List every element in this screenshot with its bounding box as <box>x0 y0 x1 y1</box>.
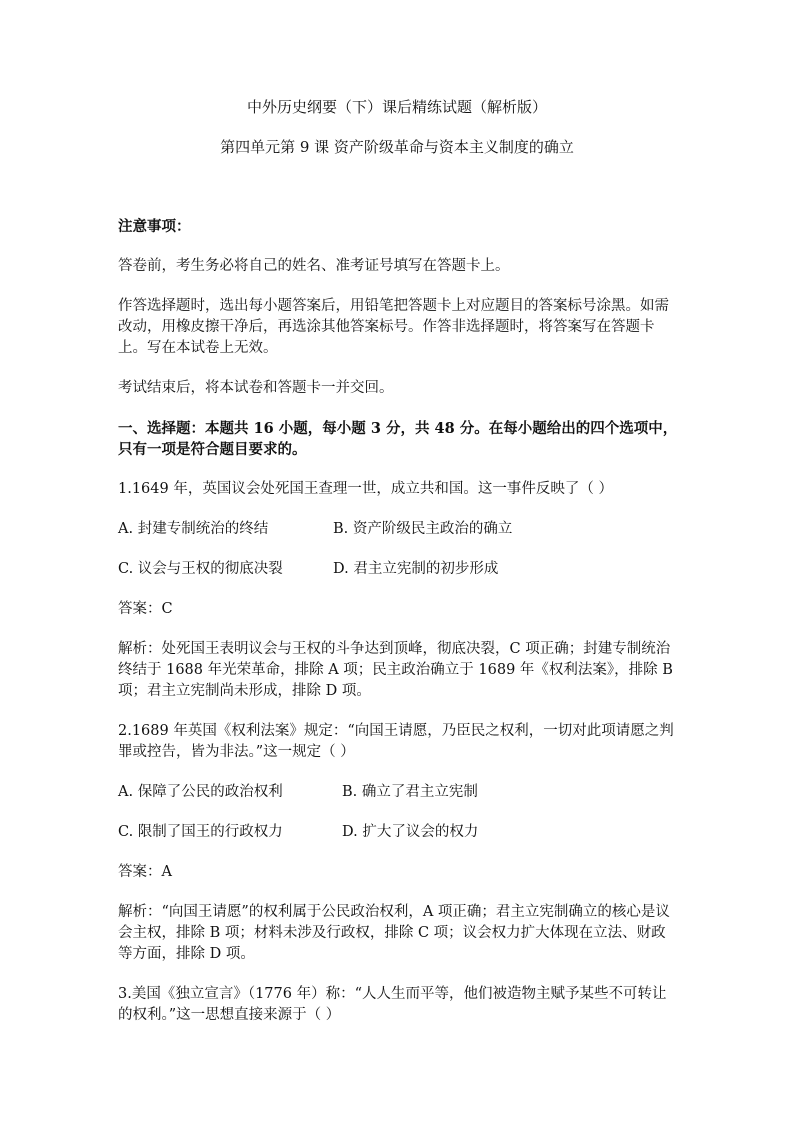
question-stem: 2.1689 年英国《权利法案》规定：“向国王请愿，乃臣民之权利，一切对此项请愿之判罪或控告，皆为非法。”这一规定（ ） <box>118 723 674 760</box>
option-b: B. 资产阶级民主政治的确立 <box>333 521 513 537</box>
notice-item: 考试结束后，将本试卷和答题卡一并交回。 <box>118 380 394 396</box>
option-d: D. 君主立宪制的初步形成 <box>333 561 499 577</box>
option-row <box>118 782 678 803</box>
notice-item: 作答选择题时，选出每小题答案后，用铅笔把答题卡上对应题目的答案标号涂黑。如需改动，用橡皮擦干净后，再选涂其他答案标号。作答非选择题时，将答案写在答题卡上。写在本试卷上无效。 <box>118 298 669 356</box>
option-c: C. 限制了国王的行政权力 <box>118 824 283 840</box>
option-c: C. 议会与王权的彻底决裂 <box>118 561 283 577</box>
notice-heading: 注意事项： <box>118 218 191 235</box>
option-row <box>118 519 678 540</box>
option-d: D. 扩大了议会的权力 <box>342 824 479 840</box>
question-stem: 1.1649 年，英国议会处死国王查理一世，成立共和国。这一事件反映了（ ） <box>118 481 613 497</box>
document-subtitle: 第四单元第 9 课 资产阶级革命与资本主义制度的确立 <box>220 138 574 156</box>
option-a: A. 封建专制统治的终结 <box>118 521 269 537</box>
option-a: A. 保障了公民的政治权利 <box>118 784 283 800</box>
question-stem: 3.美国《独立宣言》（1776 年）称：“人人生而平等，他们被造物主赋予某些不可转让的权利。”这一思想直接来源于（ ） <box>118 986 667 1023</box>
document-title: 中外历史纲要（下）课后精练试题（解析版） <box>246 98 547 116</box>
answer: 答案：C <box>118 601 173 617</box>
option-row <box>118 822 678 843</box>
option-b: B. 确立了君主立宪制 <box>342 784 478 800</box>
analysis: 解析：处死国王表明议会与王权的斗争达到顶峰，彻底决裂，C 项正确；封建专制统治终结于 1688 年光荣革命，排除 A 项；民主政治确立于 1689 年《权利法案》，排除 B 项；君主立宪制尚未形成，排除 D 项。 <box>118 641 673 699</box>
section-heading: 一、选择题：本题共 16 小题，每小题 3 分，共 48 分。在每小题给出的四个选项中，只有一项是符合题目要求的。 <box>118 420 678 458</box>
analysis: 解析：“向国王请愿”的权利属于公民政治权利，A 项正确；君主立宪制确立的核心是议会主权，排除 B 项；材料未涉及行政权，排除 C 项；议会权力扩大体现在立法、财政等方面，排除 D 项。 <box>118 904 670 962</box>
option-row <box>118 559 678 580</box>
answer: 答案：A <box>118 864 172 880</box>
notice-item: 答卷前，考生务必将自己的姓名、准考证号填写在答题卡上。 <box>118 258 510 274</box>
document-body <box>118 216 678 1045</box>
